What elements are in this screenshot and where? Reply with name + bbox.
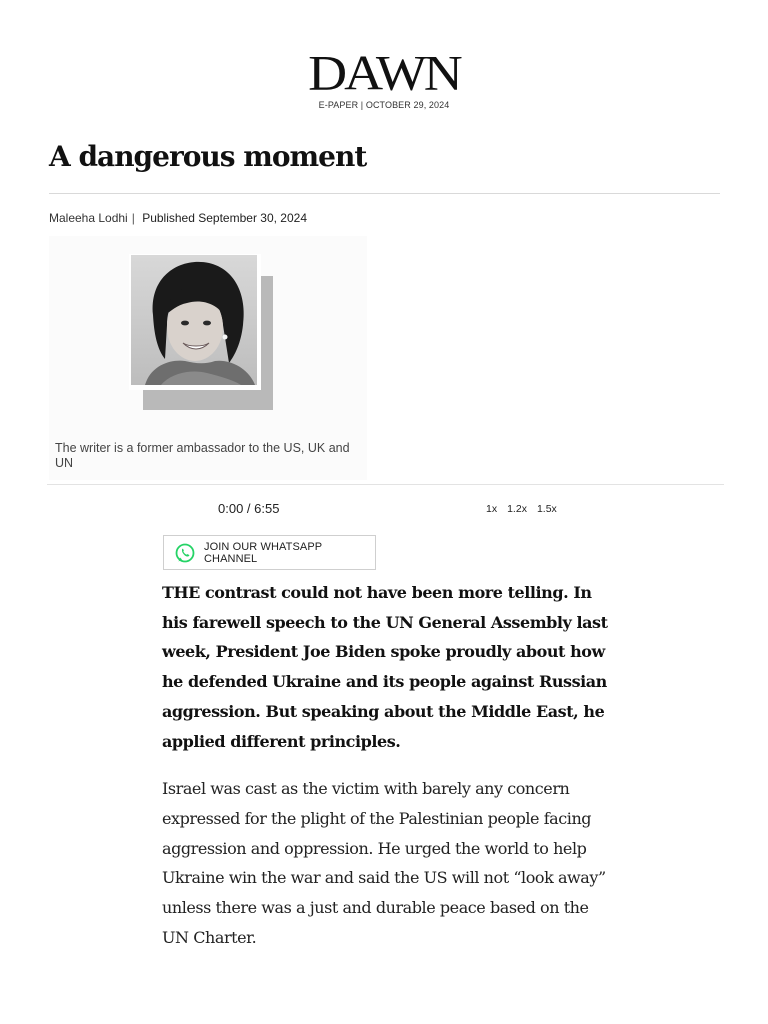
playback-speed-options [486, 503, 567, 515]
article-body [162, 578, 612, 952]
audio-time: 0:00 / 6:55 [218, 501, 280, 516]
author-photo [131, 255, 257, 385]
speed-1x[interactable]: 1x [486, 503, 498, 515]
title-divider [49, 193, 720, 194]
join-whatsapp-channel-button[interactable] [163, 535, 376, 570]
author-caption: The writer is a former ambassador to the US, UK and UN [55, 441, 350, 470]
section-divider [47, 484, 724, 485]
speed-1-2x[interactable]: 1.2x [507, 503, 527, 515]
author-link[interactable]: Maleeha Lodhi [49, 211, 128, 225]
article-title: A dangerous moment [49, 140, 367, 173]
author-portrait-image [131, 255, 257, 385]
speed-1-5x[interactable]: 1.5x [536, 503, 557, 515]
byline-separator: | [131, 211, 135, 225]
article-paragraph: Israel was cast as the victim with barely any concern expressed for the plight of the Palestinian people facing aggression and oppression. He urged the world to help Ukraine win the war and said the US will not “look away” unless there was a just and durable peace based on the UN Charter. [162, 779, 606, 947]
article-lead-paragraph: THE contrast could not have been more telling. In his farewell speech to the UN General Assembly last week, President Joe Biden spoke proudly about how he defended Ukraine and its people against Russian aggression. But speaking about the Middle East, he applied different principles. [162, 583, 608, 751]
dawn-logo[interactable]: DAWN [308, 45, 460, 101]
masthead [0, 46, 768, 110]
whatsapp-icon [174, 542, 196, 564]
author-card [49, 236, 367, 480]
byline [49, 211, 307, 225]
published-date: Published September 30, 2024 [142, 211, 307, 225]
edition-date: E-PAPER | OCTOBER 29, 2024 [318, 100, 450, 110]
whatsapp-label: JOIN OUR WHATSAPP CHANNEL [204, 540, 323, 565]
